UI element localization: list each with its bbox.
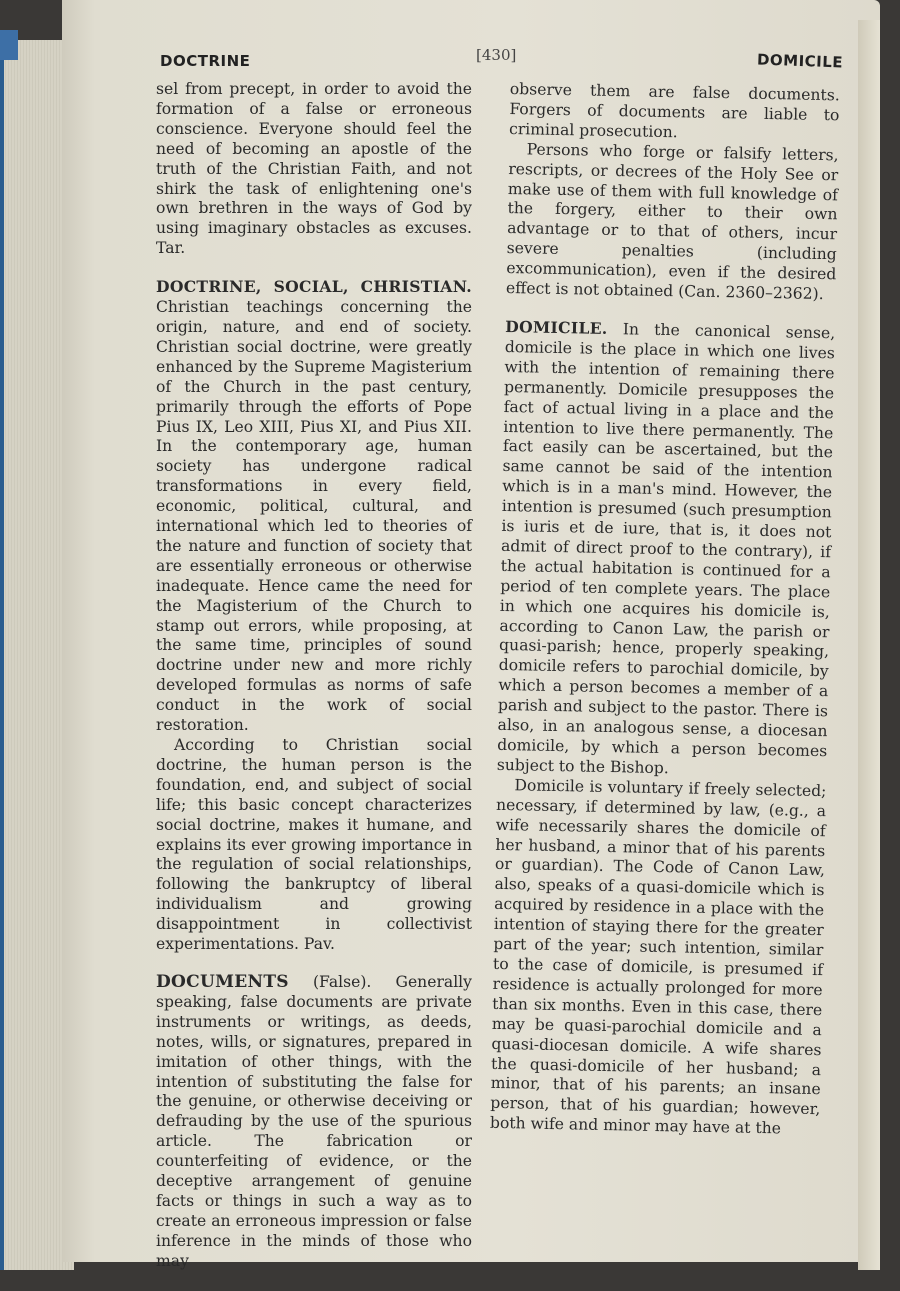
entry-domicile bbox=[497, 317, 836, 782]
left-column bbox=[156, 80, 472, 1272]
entry-documents bbox=[156, 973, 472, 1272]
right-column bbox=[490, 80, 840, 1140]
continuation-text: observe them are false documents. Forgers of documents are liable to criminal prosecution. bbox=[508, 80, 840, 142]
entry-headword: DOCUMENTS bbox=[156, 971, 289, 992]
entry-paragraph-2: Domicile is voluntary if freely selected; necessary, if determined by law, (e.g., a wife necessarily shares the domicile of her husband, a minor that of his parents or guardian). The Code of Canon Law, also, speaks of a quasi-domicile which is acquired by residence in a place with the intention of staying there for the greater part of the year; such intention, similar to the case of domicile, is presumed if residence is actually prolonged for more than six months. Even in this case, there may be quasi-parochial domicile and a quasi-diocesan domicile. A wife shares the quasi-domicile of her husband; a minor, that of his parents; an insane person, that of his guardian; however, both wife and minor may have at the bbox=[489, 776, 827, 1138]
continuation-text: sel from precept, in order to avoid the formation of a false or erroneous conscience. Everyone should feel the need of becoming an apostle of the truth of the Christian Faith, and not shirk the task of enlightening one's own brethren in the ways of God by using imaginary obstacles as excuses. Tar. bbox=[156, 80, 472, 258]
entry-paragraph-2: According to Christian social doctrine, the human person is the foundation, end, and subject of social life; this basic concept characterizes social doctrine, makes it humane, and explains its ever growing importance in the regulation of social relationships, following the bankruptcy of liberal individualism and growing disappointment in collectivist experimentations. Pav. bbox=[156, 736, 472, 954]
left-guideword: DOCTRINE bbox=[160, 52, 251, 70]
entry-doctrine-social bbox=[156, 277, 472, 736]
next-page-edge bbox=[858, 20, 880, 1270]
right-guideword: DOMICILE bbox=[756, 50, 844, 72]
entry-headword: DOMICILE. bbox=[505, 316, 608, 338]
entry-qualifier: (False). bbox=[312, 972, 372, 991]
entry-headword: DOCTRINE, SOCIAL, CHRISTIAN. bbox=[156, 277, 472, 297]
page-number: [430] bbox=[476, 46, 517, 64]
book-cover-edge bbox=[0, 30, 18, 60]
entry-paragraph: Christian teachings concerning the origin, nature, and end of society. Christian social doctrine, were greatly enhanced by the Supreme Magisterium of the Church in the past century, primarily through the efforts of Pope Pius IX, Leo XIII, Pius XI, and Pius XII. In the contemporary age, human society has undergone radical transformations in every field, economic, political, cultural, and international which led to theories of the nature and function of society that are essentially erroneous or otherwise inadequate. Hence came the need for the Magisterium of the Church to stamp out errors, while proposing, at the same time, principles of sound doctrine under new and more richly developed formulas as norms of safe conduct in the work of social restoration. bbox=[156, 298, 472, 735]
entry-paragraph: In the canonical sense, domicile is the place in which one lives with the intention of remaining there permanently. Domicile presupposes the fact of actual living in a place and the intention to live there permanently. The fact easily can be ascertained, but the same cannot be said of the intention which is in a man's mind. However, the intention is presumed (such presumption is iuris et de iure, that is, it does not admit of direct proof to the contrary), if the actual habitation is continued for a period of ten complete years. The place in which one acquires his domicile is, according to Canon Law, the parish or quasi-parish; hence, properly speaking, domicile refers to parochial domicile, by which a person becomes a member of a parish and subject to the pastor. There is also, in an analogous sense, a diocesan domicile, by which a person becomes subject to the Bishop. bbox=[496, 320, 836, 778]
continuation-paragraph: Persons who forge or falsify letters, rescripts, or decrees of the Holy See or make use of them with full knowledge of the forgery, either to their own advantage or to that of others, incur severe penalties (including excommunication), even if the desired effect is not obtained (Can. 2360–2362). bbox=[505, 140, 839, 304]
entry-paragraph: Generally speaking, false documents are private instruments or writings, as deeds, notes, wills, or signatures, prepared in imitation of other things, with the intention of substituting the false for the genuine, or otherwise deceiving or defrauding by the use of the spurious article. The fabrication or counterfeiting of evidence, or the deceptive arrangement of genuine facts or things in such a way as to create an erroneous impression or false inference in the minds of those who may bbox=[156, 972, 472, 1270]
